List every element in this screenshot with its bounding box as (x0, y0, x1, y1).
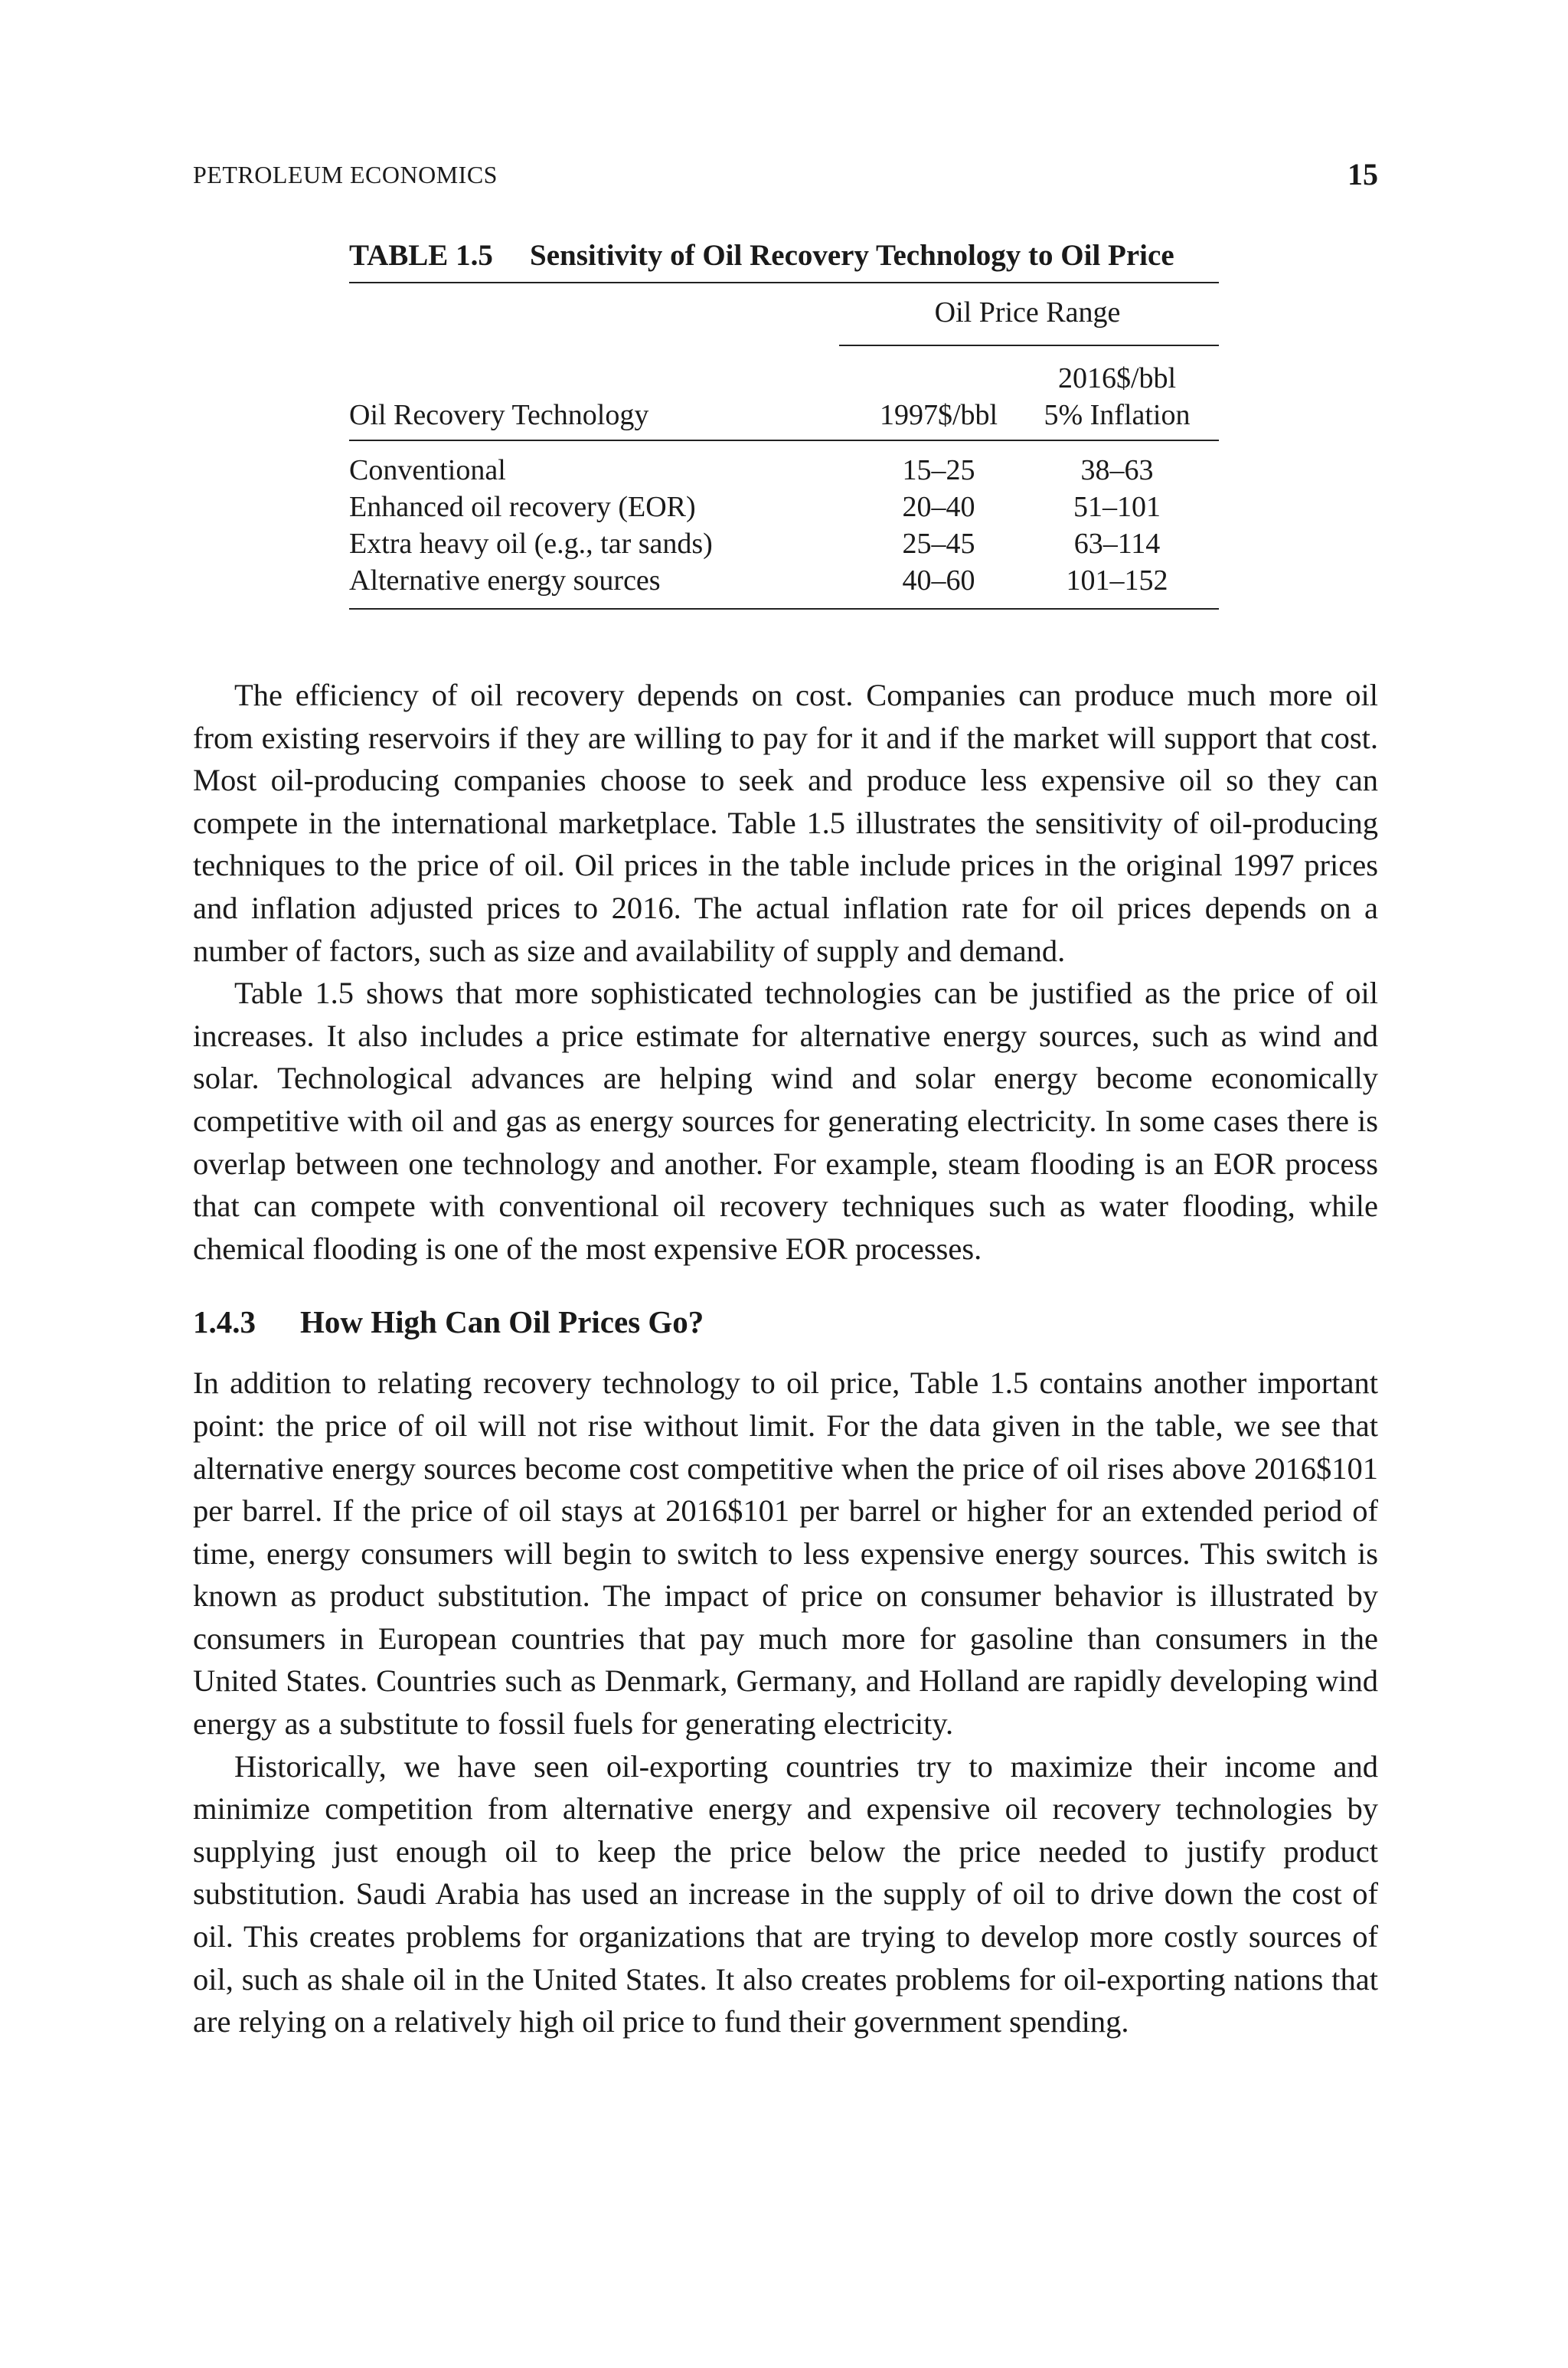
cell-2016-price: 51–101 (1073, 491, 1161, 523)
table-row (349, 452, 1219, 489)
running-title: PETROLEUM ECONOMICS (193, 161, 498, 188)
table-label: TABLE 1.5 (349, 239, 493, 272)
table-1-5 (349, 234, 1219, 610)
paragraph: Historically, we have seen oil-exporting countries try to maximize their income and minimize competition from alternative energy and expensive oil recovery technologies by supplying just enough oil to keep the price below the price needed to justify product substitution. Saudi Arabia has used an increase in the supply of oil to drive down the cost of oil. This creates problems for organizations that are trying to develop more costly sources of oil, such as shale oil in the United States. It also creates problems for oil-exporting nations that are relying on a relatively high oil price to fund their government spending. (193, 1748, 1378, 2039)
paragraph: Table 1.5 shows that more sophisticated technologies can be justified as the price of oil increases. It also includes a price estimate for alternative energy sources, such as wind and solar. Technological advances are helping wind and solar energy become economically competitive with oil and gas as energy sources for generating electricity. In some cases there is overlap between one technology and another. For example, steam flooding is an EOR process that can compete with conventional oil recovery techniques such as water flooding, while chemical flooding is one of the most expensive EOR processes. (193, 976, 1378, 1266)
table-row (349, 562, 1219, 599)
running-head (193, 156, 1378, 193)
cell-1997-price: 25–45 (902, 528, 975, 560)
col-header-2016-line2: 5% Inflation (1044, 399, 1191, 431)
section-heading (193, 1300, 1378, 1343)
cell-technology: Enhanced oil recovery (EOR) (349, 491, 696, 523)
cell-technology: Extra heavy oil (e.g., tar sands) (349, 528, 713, 560)
price-range-header: Oil Price Range (934, 296, 1121, 329)
col-header-technology: Oil Recovery Technology (349, 399, 649, 431)
cell-technology: Alternative energy sources (349, 564, 661, 597)
col-header-2016-line1: 2016$/bbl (1057, 362, 1177, 394)
table-body (349, 441, 1219, 608)
page-number: 15 (1348, 157, 1378, 191)
body-text (193, 674, 1378, 2043)
cell-2016-price: 38–63 (1080, 454, 1154, 486)
table-header (349, 283, 1219, 429)
cell-2016-price: 63–114 (1073, 528, 1161, 560)
table-row (349, 489, 1219, 525)
col-header-1997: 1997$/bbl (879, 399, 998, 431)
table-row (349, 525, 1219, 562)
paragraph: In addition to relating recovery technology to oil price, Table 1.5 contains another important point: the price of oil will not rise without limit. For the data given in the table, we see that alternative energy sources become cost competitive when the price of oil rises above 2016$101 per barrel. If the price of oil stays at 2016$101 per barrel or higher for an extended period of time, energy consumers will begin to switch to less expensive energy sources. This switch is known as product substitution. The impact of price on consumer behavior is illustrated by consumers in European countries that pay much more for gasoline than consumers in the United States. Countries such as Denmark, Germany, and Holland are rapidly developing wind energy as a substitute to fossil fuels for generating electricity. (193, 1366, 1378, 1742)
cell-2016-price: 101–152 (1066, 564, 1168, 597)
table-title: Sensitivity of Oil Recovery Technology to Oil Price (530, 239, 1174, 272)
table-bottom-rule (349, 608, 1219, 610)
price-range-rule (839, 345, 1219, 346)
section-number: 1.4.3 (193, 1304, 256, 1340)
cell-technology: Conventional (349, 454, 506, 486)
cell-1997-price: 20–40 (902, 491, 975, 523)
cell-1997-price: 15–25 (902, 454, 975, 486)
paragraph: The efficiency of oil recovery depends on cost. Companies can produce much more oil from existing reservoirs if they are willing to pay for it and if the market will support that cost. Most oil-producing companies choose to seek and produce less expensive oil so they can compete in the international marketplace. Table 1.5 illustrates the sensitivity of oil-producing techniques to the price of oil. Oil prices in the table include prices in the original 1997 prices and inflation adjusted prices to 2016. The actual inflation rate for oil prices depends on a number of factors, such as size and availability of supply and demand. (193, 678, 1378, 968)
section-title: How High Can Oil Prices Go? (300, 1304, 704, 1340)
table-caption (349, 234, 1219, 277)
cell-1997-price: 40–60 (902, 564, 975, 597)
